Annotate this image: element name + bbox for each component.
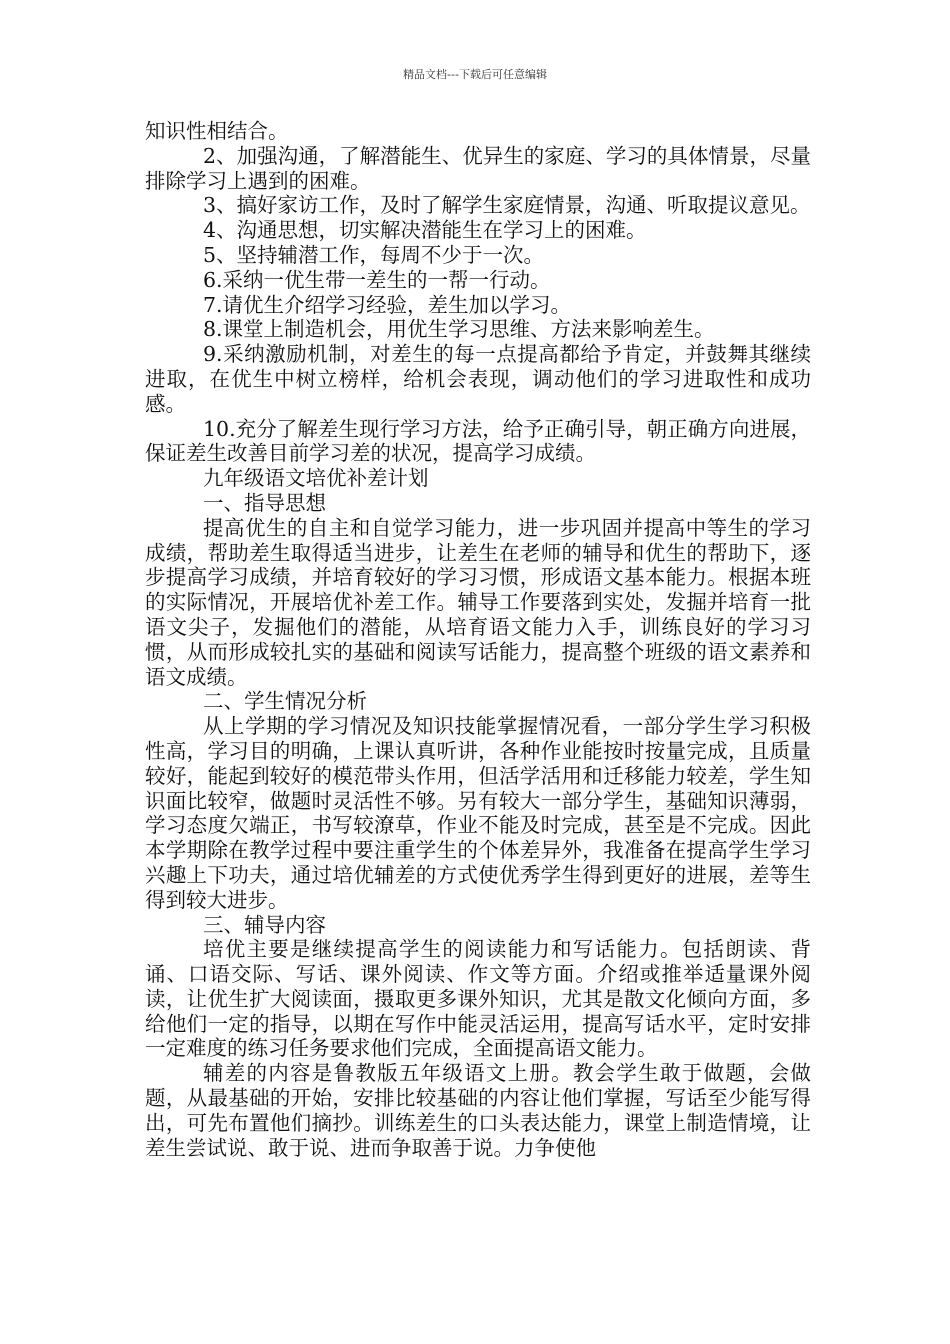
paragraph: 7.请优生介绍学习经验，差生加以学习。 xyxy=(203,292,572,317)
paragraph: 8.课堂上制造机会，用优生学习思维、方法来影响差生。 xyxy=(203,317,715,342)
paragraph: 从上学期的学习情况及知识技能掌握情况看，一部分学生学习积极性高，学习目的明确，上课认真听讲，各种作业能按时按量完成，且质量较好，能起到较好的模范带头作用，但活学活用和迁移能力较差，学生知识面比较窄，做题时灵活性不够。另有较大一部分学生，基础知识薄弱，学习态度欠端正，书写较潦草，作业不能及时完成，甚至是不完成。因此本学期除在教学过程中要注重学生的个体差异外，我准备在提高学生学习兴趣上下功夫，通过培优辅差的方式使优秀学生得到更好的进展，差等生得到较大进步。 xyxy=(145,714,811,912)
page-header: 精品文档---下载后可任意编辑 xyxy=(403,68,547,81)
paragraph: 提高优生的自主和自觉学习能力，进一步巩固并提高中等生的学习成绩，帮助差生取得适当进步，让差生在老师的辅导和优生的帮助下，逐步提高学习成绩，并培育较好的学习习惯，形成语文基本能力。根据本班的实际情况，开展培优补差工作。辅导工作要落到实处，发掘并培育一批语文尖子，发掘他们的潜能，从培育语文能力入手，训练良好的学习习惯，从而形成较扎实的基础和阅读写话能力，提高整个班级的语文素养和语文成绩。 xyxy=(145,515,811,689)
paragraph: 知识性相结合。 xyxy=(145,119,289,143)
paragraph: 九年级语文培优补差计划 xyxy=(203,466,429,491)
paragraph: 10.充分了解差生现行学习方法，给予正确引导，朝正确方向进展，保证差生改善目前学习差的状况，提高学习成绩。 xyxy=(145,416,811,466)
paragraph: 4、沟通思想，切实解决潜能生在学习上的困难。 xyxy=(203,218,647,243)
paragraph: 辅差的内容是鲁教版五年级语文上册。教会学生敢于做题，会做题，从最基础的开始，安排比较基础的内容让他们掌握，写话至少能写得出，可先布置他们摘抄。训练差生的口头表达能力，课堂上制造情境，让差生尝试说、敢于说、进而争取善于说。力争使他 xyxy=(145,1061,811,1160)
paragraph: 9.采纳激励机制，对差生的每一点提高都给予肯定，并鼓舞其继续进取，在优生中树立榜样，给机会表现，调动他们的学习进取性和成功感。 xyxy=(145,342,811,416)
paragraph: 三、辅导内容 xyxy=(203,912,326,937)
paragraph: 6.采纳一优生带一差生的一帮一行动。 xyxy=(203,267,551,292)
paragraph: 二、学生情况分析 xyxy=(203,689,367,714)
paragraph: 培优主要是继续提高学生的阅读能力和写话能力。包括朗读、背诵、口语交际、写话、课外阅读、作文等方面。介绍或推举适量课外阅读，让优生扩大阅读面，摄取更多课外知识，尤其是散文化倾向方面，多给他们一定的指导，以期在写作中能灵活运用，提高写话水平，定时安排一定难度的练习任务要求他们完成，全面提高语文能力。 xyxy=(145,937,811,1061)
document-body xyxy=(145,119,811,1160)
paragraph: 5、坚持辅潜工作，每周不少于一次。 xyxy=(203,242,545,267)
paragraph: 一、指导思想 xyxy=(203,490,326,515)
paragraph: 2、加强沟通，了解潜能生、优异生的家庭、学习的具体情景，尽量排除学习上遇到的困难。 xyxy=(145,143,811,193)
paragraph: 3、搞好家访工作，及时了解学生家庭情景，沟通、听取提议意见。 xyxy=(203,193,811,218)
